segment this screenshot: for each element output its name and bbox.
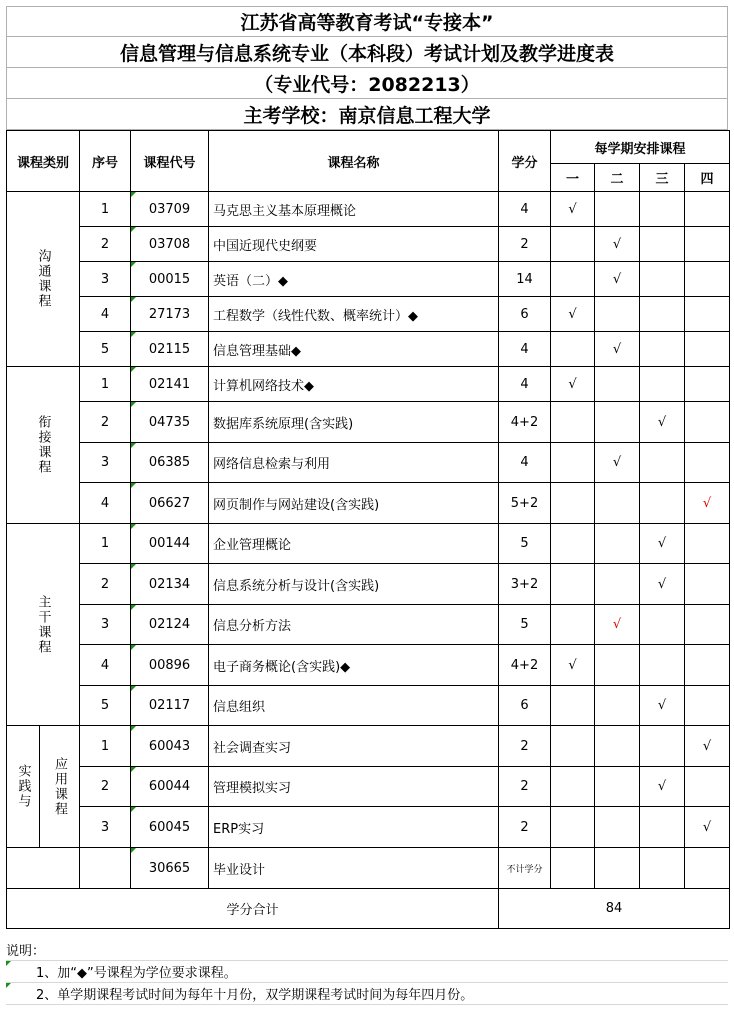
semester-cell-3 — [639, 604, 685, 645]
header-semester-3: 三 — [639, 163, 685, 192]
course-name: 社会调查实习 — [208, 725, 499, 767]
semester-cell-2 — [594, 442, 640, 483]
course-code: 60044 — [130, 766, 209, 807]
course-credit: 6 — [498, 685, 551, 726]
course-name: 数据库系统原理(含实践) — [208, 401, 499, 443]
semester-cell-4 — [684, 644, 730, 686]
title-line-4: 主考学校：南京信息工程大学 — [6, 99, 728, 130]
semester-cell-2 — [594, 725, 640, 767]
course-name: ERP实习 — [208, 806, 499, 848]
course-code: 03708 — [130, 226, 209, 262]
course-code: 02124 — [130, 604, 209, 645]
semester-cell-1 — [550, 563, 595, 605]
course-seq: 3 — [79, 604, 131, 645]
check-mark-icon: √ — [702, 738, 712, 754]
semester-cell-4 — [684, 604, 730, 645]
check-mark-icon: √ — [657, 576, 667, 592]
semester-cell-1 — [550, 401, 595, 443]
course-code: 60045 — [130, 806, 209, 848]
semester-cell-2 — [594, 523, 640, 564]
semester-cell-1 — [550, 366, 595, 402]
semester-cell-1 — [550, 847, 595, 889]
semester-cell-2 — [594, 261, 640, 297]
semester-cell-1 — [550, 806, 595, 848]
check-mark-icon: √ — [568, 657, 577, 673]
semester-cell-3 — [639, 523, 685, 564]
course-seq: 4 — [79, 296, 131, 332]
title-line-1: 江苏省高等教育考试“专接本” — [6, 6, 728, 37]
semester-cell-1 — [550, 191, 595, 227]
course-credit: 4 — [498, 191, 551, 227]
course-seq: 3 — [79, 442, 131, 483]
semester-cell-3 — [639, 296, 685, 332]
course-seq: 1 — [79, 191, 131, 227]
semester-cell-3 — [639, 847, 685, 889]
total-value: 84 — [498, 888, 730, 929]
check-mark-icon: √ — [612, 341, 622, 357]
semester-cell-2 — [594, 226, 640, 262]
semester-cell-4 — [684, 806, 730, 848]
semester-cell-3 — [639, 766, 685, 807]
group-thesis — [6, 847, 80, 889]
course-code: 60043 — [130, 725, 209, 767]
semester-cell-1 — [550, 604, 595, 645]
course-code: 27173 — [130, 296, 209, 332]
semester-cell-3 — [639, 366, 685, 402]
semester-cell-1 — [550, 725, 595, 767]
semester-cell-4 — [684, 191, 730, 227]
course-name: 企业管理概论 — [208, 523, 499, 564]
header-credit: 学分 — [498, 130, 551, 192]
notes-heading: 说明： — [6, 939, 728, 961]
course-name: 信息管理基础◆ — [208, 331, 499, 367]
course-name: 工程数学（线性代数、概率统计）◆ — [208, 296, 499, 332]
semester-cell-4 — [684, 847, 730, 889]
check-mark-icon: √ — [657, 779, 667, 794]
course-code: 30665 — [130, 847, 209, 889]
course-name: 管理模拟实习 — [208, 766, 499, 807]
course-code: 02115 — [130, 331, 209, 367]
check-mark-icon: √ — [657, 536, 667, 551]
course-name: 英语（二）◆ — [208, 261, 499, 297]
semester-cell-4 — [684, 261, 730, 297]
semester-cell-1 — [550, 226, 595, 262]
semester-cell-1 — [550, 331, 595, 367]
course-credit: 14 — [498, 261, 551, 297]
semester-cell-2 — [594, 482, 640, 524]
semester-cell-2 — [594, 766, 640, 807]
check-mark-icon: √ — [612, 617, 622, 632]
semester-cell-3 — [639, 226, 685, 262]
check-mark-icon: √ — [702, 495, 712, 511]
title-line-2: 信息管理与信息系统专业（本科段）考试计划及教学进度表 — [6, 37, 728, 68]
semester-cell-4 — [684, 296, 730, 332]
semester-cell-2 — [594, 401, 640, 443]
header-code: 课程代号 — [130, 130, 209, 192]
title-line-3: （专业代号：2082213） — [6, 68, 728, 99]
course-seq: 1 — [79, 523, 131, 564]
semester-cell-2 — [594, 806, 640, 848]
semester-cell-4 — [684, 401, 730, 443]
check-mark-icon: √ — [612, 236, 622, 252]
semester-cell-2 — [594, 685, 640, 726]
semester-cell-3 — [639, 261, 685, 297]
course-credit: 4 — [498, 331, 551, 367]
course-credit: 5 — [498, 523, 551, 564]
course-name: 中国近现代史纲要 — [208, 226, 499, 262]
course-code: 04735 — [130, 401, 209, 443]
semester-cell-2 — [594, 296, 640, 332]
course-name: 信息组织 — [208, 685, 499, 726]
semester-cell-2 — [594, 366, 640, 402]
group-practice — [6, 725, 40, 848]
course-credit: 6 — [498, 296, 551, 332]
course-credit: 5+2 — [498, 482, 551, 524]
course-credit: 2 — [498, 766, 551, 807]
course-code: 02134 — [130, 563, 209, 605]
semester-cell-3 — [639, 442, 685, 483]
header-seq: 序号 — [79, 130, 131, 192]
course-name: 电子商务概论(含实践)◆ — [208, 644, 499, 686]
semester-cell-2 — [594, 563, 640, 605]
semester-cell-1 — [550, 766, 595, 807]
course-name: 毕业设计 — [208, 847, 499, 889]
course-credit: 5 — [498, 604, 551, 645]
semester-cell-1 — [550, 644, 595, 686]
course-credit: 不计学分 — [498, 847, 551, 889]
course-seq: 2 — [79, 401, 131, 443]
note-item-1: 1、加“◆”号课程为学位要求课程。 — [6, 961, 728, 983]
group-core — [6, 523, 80, 726]
course-code: 02117 — [130, 685, 209, 726]
semester-cell-3 — [639, 563, 685, 605]
header-semester-1: 一 — [550, 163, 595, 192]
semester-cell-2 — [594, 644, 640, 686]
course-seq: 3 — [79, 806, 131, 848]
header-category: 课程类别 — [6, 130, 80, 192]
course-code: 00144 — [130, 523, 209, 564]
semester-cell-2 — [594, 847, 640, 889]
semester-cell-1 — [550, 685, 595, 726]
course-name: 计算机网络技术◆ — [208, 366, 499, 402]
course-seq: 4 — [79, 644, 131, 686]
semester-cell-3 — [639, 482, 685, 524]
course-seq: 2 — [79, 563, 131, 605]
semester-cell-3 — [639, 331, 685, 367]
note-item-2: 2、单学期课程考试时间为每年十月份，双学期课程考试时间为每年四月份。 — [6, 983, 728, 1005]
course-credit: 4 — [498, 442, 551, 483]
course-seq: 4 — [79, 482, 131, 524]
course-seq — [79, 847, 131, 889]
course-seq: 5 — [79, 331, 131, 367]
check-mark-icon: √ — [657, 698, 667, 713]
course-name: 网页制作与网站建设(含实践) — [208, 482, 499, 524]
group-communication-label: 沟通课程 — [35, 249, 51, 309]
check-mark-icon: √ — [612, 455, 622, 470]
course-credit: 2 — [498, 226, 551, 262]
semester-cell-1 — [550, 261, 595, 297]
course-credit: 2 — [498, 806, 551, 848]
check-mark-icon: √ — [702, 819, 712, 835]
check-mark-icon: √ — [612, 271, 622, 287]
header-semester-4: 四 — [684, 163, 730, 192]
course-credit: 4+2 — [498, 401, 551, 443]
course-code: 06627 — [130, 482, 209, 524]
group-bridging-label: 衔接课程 — [35, 415, 51, 475]
course-name: 马克思主义基本原理概论 — [208, 191, 499, 227]
semester-cell-3 — [639, 644, 685, 686]
course-code: 00896 — [130, 644, 209, 686]
semester-cell-2 — [594, 331, 640, 367]
course-credit: 2 — [498, 725, 551, 767]
semester-cell-4 — [684, 563, 730, 605]
check-mark-icon: √ — [568, 201, 577, 217]
course-name: 信息分析方法 — [208, 604, 499, 645]
course-seq: 3 — [79, 261, 131, 297]
check-mark-icon: √ — [657, 414, 667, 430]
course-code: 02141 — [130, 366, 209, 402]
course-seq: 5 — [79, 685, 131, 726]
semester-cell-4 — [684, 523, 730, 564]
semester-cell-3 — [639, 401, 685, 443]
semester-cell-1 — [550, 482, 595, 524]
group-communication — [6, 191, 80, 367]
course-credit: 3+2 — [498, 563, 551, 605]
semester-cell-4 — [684, 331, 730, 367]
semester-cell-3 — [639, 191, 685, 227]
course-credit: 4+2 — [498, 644, 551, 686]
course-seq: 1 — [79, 725, 131, 767]
header-semester-group: 每学期安排课程 — [550, 130, 730, 164]
check-mark-icon: √ — [568, 306, 577, 322]
course-name: 信息系统分析与设计(含实践) — [208, 563, 499, 605]
total-label: 学分合计 — [6, 888, 499, 929]
group-practice-label: 实践与 — [15, 764, 31, 809]
semester-cell-4 — [684, 366, 730, 402]
course-name: 网络信息检索与利用 — [208, 442, 499, 483]
course-seq: 1 — [79, 366, 131, 402]
group-application — [39, 725, 80, 848]
semester-cell-3 — [639, 685, 685, 726]
course-code: 06385 — [130, 442, 209, 483]
semester-cell-1 — [550, 523, 595, 564]
semester-cell-1 — [550, 296, 595, 332]
group-bridging — [6, 366, 80, 524]
course-seq: 2 — [79, 766, 131, 807]
semester-cell-4 — [684, 685, 730, 726]
header-semester-2: 二 — [594, 163, 640, 192]
header-name: 课程名称 — [208, 130, 499, 192]
check-mark-icon: √ — [568, 376, 577, 392]
course-seq: 2 — [79, 226, 131, 262]
semester-cell-1 — [550, 442, 595, 483]
semester-cell-4 — [684, 442, 730, 483]
semester-cell-2 — [594, 604, 640, 645]
semester-cell-4 — [684, 725, 730, 767]
semester-cell-2 — [594, 191, 640, 227]
course-credit: 4 — [498, 366, 551, 402]
semester-cell-4 — [684, 766, 730, 807]
group-application-label: 应用课程 — [52, 756, 67, 817]
semester-cell-3 — [639, 725, 685, 767]
group-core-label: 主干课程 — [35, 594, 51, 655]
course-code: 03709 — [130, 191, 209, 227]
semester-cell-4 — [684, 226, 730, 262]
semester-cell-4 — [684, 482, 730, 524]
course-code: 00015 — [130, 261, 209, 297]
semester-cell-3 — [639, 806, 685, 848]
